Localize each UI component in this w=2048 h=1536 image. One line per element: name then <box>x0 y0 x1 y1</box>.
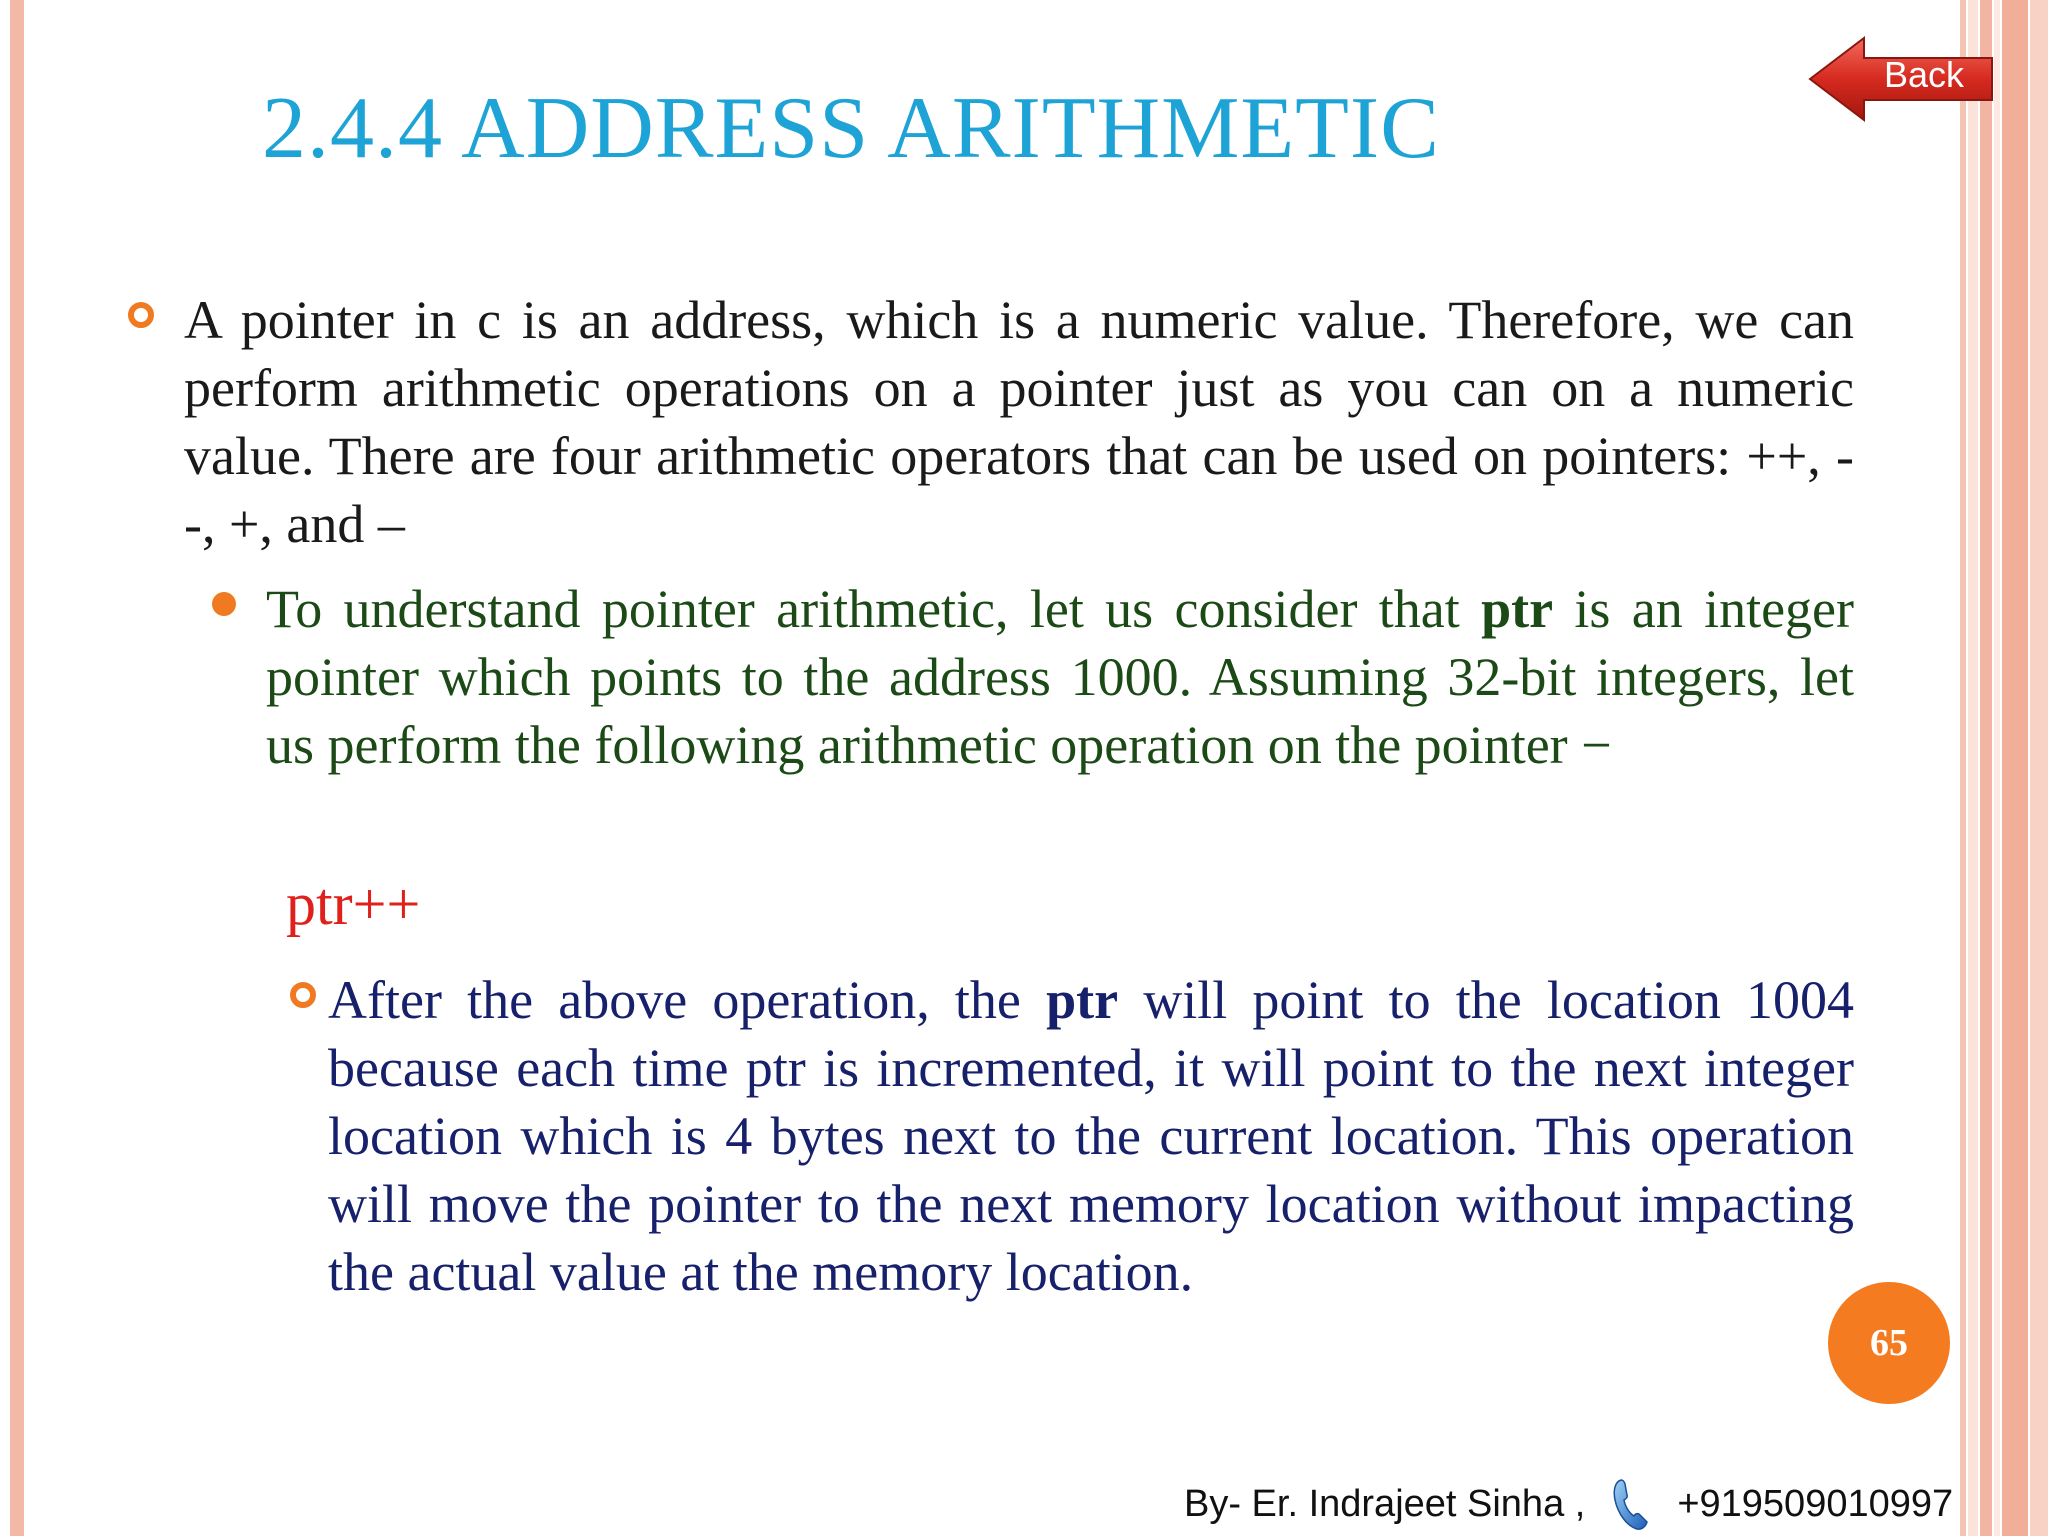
left-border-decoration <box>10 0 24 1536</box>
bullet-dot-icon <box>212 592 236 616</box>
right-stripe-decoration <box>1980 0 1992 1536</box>
footer-phone: +919509010997 <box>1677 1482 1954 1525</box>
right-stripe-decoration <box>1960 0 1966 1536</box>
para3-ptr-bold: ptr <box>1046 970 1119 1030</box>
phone-icon <box>1611 1476 1651 1532</box>
right-stripe-decoration <box>1994 0 2000 1536</box>
right-stripe-decoration <box>2030 0 2048 1536</box>
back-button[interactable] <box>1806 34 1996 124</box>
para2-text-after: is an integer pointer which points to the address 1000. Assuming 32-bit integers, let us perform the following arithmetic operation on the pointer − <box>266 579 1854 775</box>
right-stripe-decoration <box>2002 0 2028 1536</box>
footer <box>1184 1476 1953 1532</box>
para2-text-before: To understand pointer arithmetic, let us consider that <box>266 579 1482 639</box>
paragraph-pointer-example <box>266 575 1854 779</box>
back-button-label: Back <box>1884 54 1965 95</box>
paragraph-pointer-intro: A pointer in c is an address, which is a numeric value. Therefore, we can perform arithmetic operations on a pointer just as you can on a numeric value. There are four arithmetic operators that can be used on pointers: ++, --, +, and – <box>184 290 1854 554</box>
bullet-ring-icon <box>290 982 316 1008</box>
para3-text-after: will point to the location 1004 because each time ptr is incremented, it will point to the next integer location which is 4 bytes next to the current location. This operation will move the pointer to the next memory location without impacting the actual value at the memory location. <box>328 970 1854 1302</box>
slide-title: 2.4.4 ADDRESS ARITHMETIC <box>262 80 1440 177</box>
paragraph-pointer-result <box>328 966 1854 1306</box>
para3-text-before: After the above operation, the <box>328 970 1047 1030</box>
footer-author: By- Er. Indrajeet Sinha , <box>1184 1482 1586 1525</box>
right-stripe-decoration <box>1968 0 1978 1536</box>
page-number-badge: 65 <box>1828 1282 1950 1404</box>
bullet-ring-icon <box>128 302 154 328</box>
para2-ptr-bold: ptr <box>1481 579 1554 639</box>
code-ptr-increment: ptr++ <box>286 871 421 937</box>
